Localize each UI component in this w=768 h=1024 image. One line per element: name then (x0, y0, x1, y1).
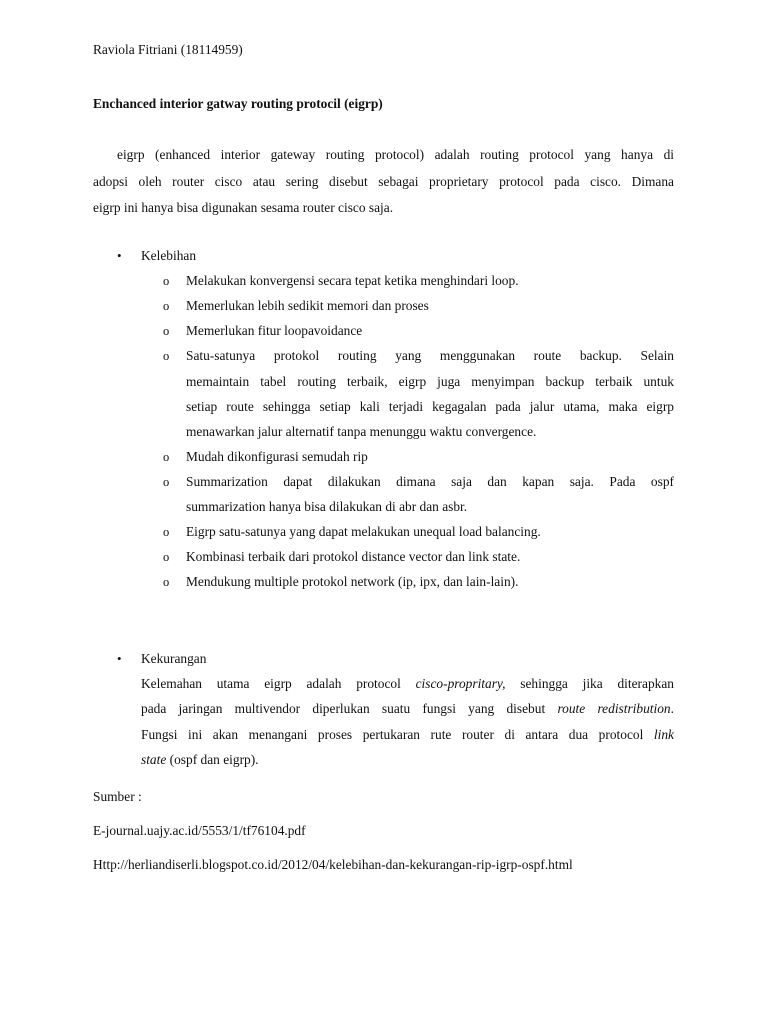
list-item: Memerlukan fitur loopavoidance (186, 323, 363, 338)
bullet-marker: • (117, 248, 122, 263)
intro-line: eigrp ini hanya bisa digunakan sesama router cisco saja. (93, 200, 394, 215)
list-item: Memerlukan lebih sedikit memori dan proses (186, 298, 429, 313)
list-item-continuation: memaintain tabel routing terbaik, eigrp juga menyimpan backup terbaik untuk (186, 374, 674, 389)
list-item: Melakukan konvergensi secara tepat ketika menghindari loop. (186, 273, 519, 288)
intro-line: eigrp (enhanced interior gateway routing protocol) adalah routing protocol yang hanya di (117, 147, 674, 162)
list-item: Satu-satunya protokol routing yang menggunakan route backup. Selain (186, 348, 674, 363)
list-item: Kombinasi terbaik dari protokol distance vector dan link state. (186, 549, 521, 564)
section-heading-kekurangan: Kekurangan (141, 651, 207, 666)
sub-bullet-marker: o (163, 299, 170, 313)
sub-bullet-marker: o (163, 349, 170, 363)
sub-bullet-marker: o (163, 550, 170, 564)
author-line: Raviola Fitriani (18114959) (93, 42, 243, 57)
sub-bullet-marker: o (163, 274, 170, 288)
bullet-marker: • (117, 651, 122, 666)
source-link[interactable]: E-journal.uajy.ac.id/5553/1/tf76104.pdf (93, 823, 306, 838)
list-item: Summarization dapat dilakukan dimana saja dan kapan saja. Pada ospf (186, 474, 674, 489)
sub-bullet-marker: o (163, 475, 170, 489)
sub-bullet-marker: o (163, 324, 170, 338)
source-link[interactable]: Http://herliandiserli.blogspot.co.id/2012/04/kelebihan-dan-kekurangan-rip-igrp-ospf.html (93, 857, 573, 872)
kekurangan-line: Kelemahan utama eigrp adalah protocol cisco-propritary, sehingga jika diterapkan (141, 676, 674, 691)
kekurangan-line: state (ospf dan eigrp). (141, 752, 259, 767)
intro-line: adopsi oleh router cisco atau sering disebut sebagai proprietary protocol pada cisco. Dimana (93, 174, 674, 189)
list-item: Mudah dikonfigurasi semudah rip (186, 449, 368, 464)
list-item: Mendukung multiple protokol network (ip, ipx, dan lain-lain). (186, 574, 519, 589)
list-item: Eigrp satu-satunya yang dapat melakukan unequal load balancing. (186, 524, 541, 539)
sources-label: Sumber : (93, 789, 142, 804)
sub-bullet-marker: o (163, 525, 170, 539)
kekurangan-line: pada jaringan multivendor diperlukan suatu fungsi yang disebut route redistribution. (141, 701, 674, 716)
section-heading-kelebihan: Kelebihan (141, 248, 197, 263)
document-title: Enchanced interior gatway routing protocil (eigrp) (93, 96, 383, 111)
sub-bullet-marker: o (163, 450, 170, 464)
list-item-continuation: menawarkan jalur alternatif tanpa menunggu waktu convergence. (186, 424, 537, 439)
list-item-continuation: setiap route sehingga setiap kali terjadi kegagalan pada jalur utama, maka eigrp (186, 399, 674, 414)
list-item-continuation: summarization hanya bisa dilakukan di abr dan asbr. (186, 499, 468, 514)
sub-bullet-marker: o (163, 575, 170, 589)
kekurangan-line: Fungsi ini akan menangani proses pertukaran rute router di antara dua protocol link (141, 727, 674, 742)
